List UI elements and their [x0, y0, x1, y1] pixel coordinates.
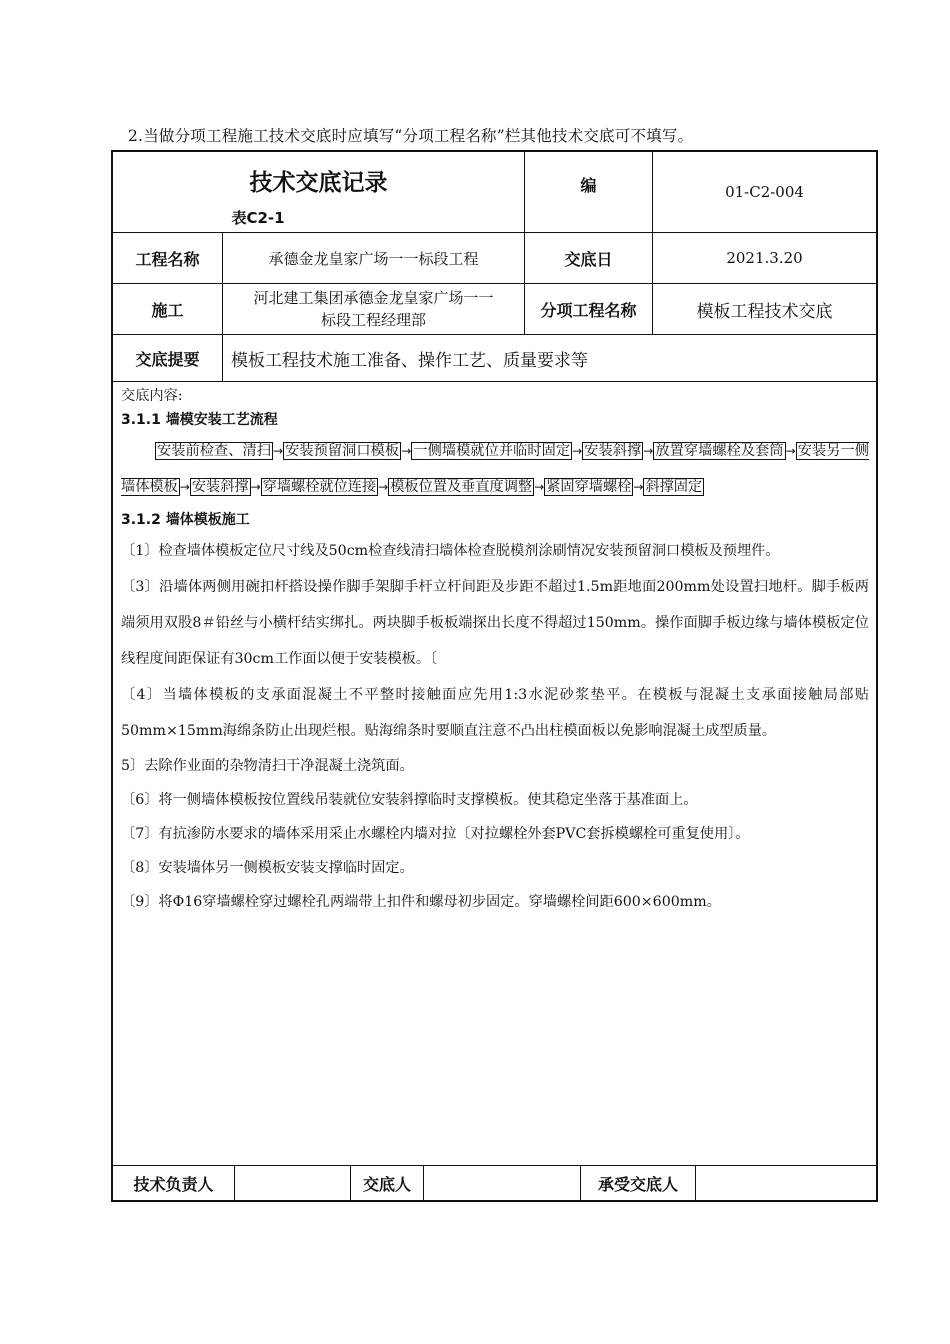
process-flow [121, 433, 869, 505]
form-code: 表C2-1 [231, 209, 285, 227]
flow-step: 放置穿墙螺栓及套筒 [655, 443, 784, 459]
flow-step: 安装前检查、清扫 [157, 443, 272, 459]
project-name-label: 工程名称 [135, 249, 200, 269]
paragraph-1: 〔1〕检查墙体模板定位尺寸线及50cm检查线清扫墙体检查脱模剂涂刷情况安装预留洞口模板及预埋件。 [121, 543, 780, 559]
flow-arrow: → [250, 480, 261, 494]
receiver-signature-field[interactable] [696, 1166, 876, 1200]
discloser-signature-field[interactable] [424, 1166, 580, 1200]
flow-step: 紧固穿墙螺栓 [546, 479, 632, 495]
summary-label: 交底提要 [135, 349, 200, 369]
flow-arrow: → [378, 480, 389, 494]
date-label: 交底日 [564, 249, 613, 269]
date-value: 2021.3.20 [726, 249, 803, 267]
project-name-value: 承德金龙皇家广场一一标段工程 [268, 249, 479, 268]
flow-arrow: → [273, 444, 284, 458]
construction-label: 施工 [151, 300, 184, 320]
paragraph-7: 〔7〕有抗渗防水要求的墙体采用采止水螺栓内墙对拉〔对拉螺栓外套PVC套拆模螺栓可重复使用〕。 [121, 826, 750, 842]
flow-step: 一侧墙模就位并临时固定 [413, 443, 571, 459]
paragraph-6: 〔6〕将一侧墙体模板按位置线吊装就位安装斜撑临时支撑模板。使其稳定坐落于基准面上。 [121, 792, 698, 808]
flow-arrow: → [401, 444, 412, 458]
content-area [121, 386, 869, 919]
disclosure-form [111, 150, 878, 1202]
flow-step: 安装斜撑 [191, 479, 249, 495]
flow-arrow: → [534, 480, 545, 494]
sub-project-label: 分项工程名称 [540, 300, 637, 320]
top-note: 2.当做分项工程施工技术交底时应填写“分项工程名称”栏其他技术交底可不填写。 [128, 127, 694, 145]
flow-step: 安装另一侧墙体模板 [121, 443, 869, 495]
construction-value-line1: 河北建工集团承德金龙皇家广场一一 [253, 289, 494, 307]
sub-project-value: 模板工程技术交底 [696, 301, 833, 322]
discloser-label: 交底人 [362, 1174, 411, 1194]
flow-arrow: → [643, 444, 654, 458]
construction-value [223, 284, 524, 334]
tech-lead-signature-field[interactable] [235, 1166, 350, 1200]
bian-value: 01-C2-004 [725, 183, 804, 201]
tech-lead-label: 技术负责人 [133, 1174, 214, 1194]
paragraph-5: 5〕去除作业面的杂物清扫干净混凝土浇筑面。 [121, 758, 414, 774]
flow-step: 穿墙螺栓就位连接 [262, 479, 377, 495]
form-title: 技术交底记录 [249, 170, 388, 196]
flow-step: 模板位置及垂直度调整 [390, 479, 533, 495]
paragraph-8: 〔8〕安装墙体另一侧模板安装支撑临时固定。 [121, 860, 414, 876]
summary-value: 模板工程技术施工准备、操作工艺、质量要求等 [231, 350, 588, 371]
bian-label: 编 [580, 175, 597, 195]
flow-arrow: → [785, 444, 796, 458]
flow-step: 安装斜撑 [584, 443, 642, 459]
flow-arrow: → [179, 480, 190, 494]
flow-step: 斜撑固定 [645, 479, 703, 495]
flow-step: 安装预留洞口模板 [285, 443, 400, 459]
flow-arrow: → [572, 444, 583, 458]
content-label: 交底内容: [121, 388, 183, 404]
grid-line [113, 381, 876, 382]
receiver-label: 承受交底人 [597, 1174, 678, 1194]
paragraph-3: 〔3〕沿墙体两侧用碗扣杆搭设操作脚手架脚手杆立杆间距及步距不超过1.5m距地面200mm处设置扫地杆。脚手板两端须用双股8＃铅丝与小横杆结实绑扎。两块脚手板板端探出长度不得超过150mm。操作面脚手板边缘与墙体模板定位线程度间距保证有30cm工作面以便于安装模板。〔 [121, 579, 869, 667]
paragraph-4: 〔4〕当墙体模板的支承面混凝土不平整时接触面应先用1:3水泥砂浆垫平。在模板与混凝土支承面接触局部贴50mm×15mm海绵条防止出现烂根。贴海绵条时要顺直注意不凸出柱模面板以免影响混凝土成型质量。 [121, 687, 869, 739]
section2-title: 3.1.2 墙体模板施工 [121, 512, 250, 528]
construction-value-line2: 标段工程经理部 [320, 311, 426, 329]
paragraph-9: 〔9〕将Φ16穿墙螺栓穿过螺栓孔两端带上扣件和螺母初步固定。穿墙螺栓间距600×600mm。 [121, 894, 721, 910]
section1-title: 3.1.1 墙模安装工艺流程 [121, 412, 278, 428]
flow-arrow: → [633, 480, 644, 494]
